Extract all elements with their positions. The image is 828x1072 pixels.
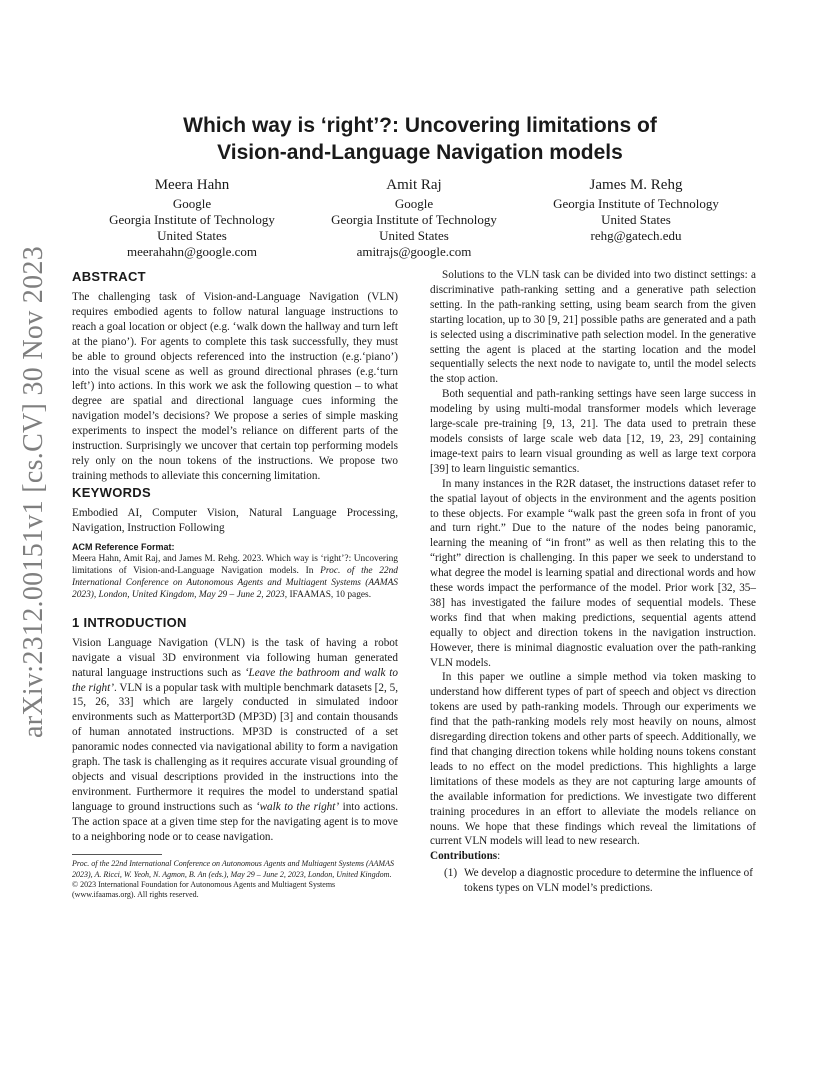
body-paragraph-4: In this paper we outline a simple method via token masking to understand how different types of part of speech and object vs direction tokens are used by path-ranking models. Through our experiments we find that the path-ranking models rely most heavily on nouns, almost disregarding direction tokens and other parts of speech. Additionally, we find that changing direction tokens while holding nouns tokens constant leads to no effect on the model predictions. This highlights a large limitations of these models as they are not capturing large amounts of the available information for predictions. We investigate two different training procedures in an effort to alleviate the models reliance on nouns. We hope that these findings which reveal the limitations of current VLN models will lead to new research.: [430, 671, 756, 848]
acm-reference-heading: ACM Reference Format:: [72, 541, 175, 552]
contributions-label: Contributions: [430, 850, 498, 863]
keywords-text: Embodied AI, Computer Vision, Natural Language Processing, Navigation, Instruction Following: [72, 506, 398, 534]
author-name: James M. Rehg: [589, 177, 683, 193]
author-email: amitrajs@google.com: [356, 244, 472, 259]
intro-quote-2: ‘walk to the right’: [255, 800, 340, 813]
author-affiliation: Google: [172, 196, 212, 211]
contributions-colon: :: [497, 850, 501, 863]
copyright-footnote: [72, 859, 398, 900]
left-column: [72, 268, 398, 900]
contribution-item: [444, 866, 756, 896]
author-name: Meera Hahn: [154, 177, 230, 193]
author-affiliation: Google: [394, 196, 434, 211]
right-column: [430, 268, 756, 896]
author-name: Amit Raj: [386, 177, 442, 193]
author-country: United States: [379, 228, 449, 243]
author-block-2: [294, 176, 534, 260]
abstract-text: The challenging task of Vision-and-Language Navigation (VLN) requires embodied agents to follow natural language instructions to reach a goal location or object (e.g. ‘walk down the hallway and turn left at the piano’). For agents to complete this task successfully, they must be able to ground objects referenced into the instruction (e.g.‘piano’) into the visual scene as well as ground directional phrases (e.g.‘turn left’) into actions. In this work we ask the following question – to what degree are spatial and directional language cues informing the navigation model’s decisions? We propose a series of simple masking experiments to inspect the model’s reliance on different parts of the instruction. Surprisingly we uncover that certain top performing models rely only on the noun tokens of the instructions. We propose two training methods to alleviate this concerning limitation.: [72, 291, 398, 482]
intro-text-c: into actions. The action space at a given time step for the navigating agent is to move to a neighboring node or to cease navigation.: [72, 800, 398, 843]
author-country: United States: [157, 228, 227, 243]
author-affiliation: Georgia Institute of Technology: [553, 196, 719, 211]
author-block-1: [72, 176, 312, 260]
author-block-3: [516, 176, 756, 244]
title-line-2: Vision-and-Language Navigation models: [217, 141, 623, 164]
paper-title: [120, 112, 720, 166]
author-affiliation: Georgia Institute of Technology: [109, 212, 275, 227]
acm-reference-tail: , IFAAMAS, 10 pages.: [284, 590, 372, 601]
intro-quote-1: ‘Leave the bathroom and walk to the right’: [72, 666, 398, 694]
author-email: rehg@gatech.edu: [590, 228, 682, 243]
footnote-copyright: . © 2023 International Foundation for Autonomous Agents and Multiagent Systems (www.ifaamas.org). All rights reserved.: [72, 869, 392, 900]
body-paragraph-1: Solutions to the VLN task can be divided into two distinct settings: a discriminative path-ranking setting and a generative path selection setting. In the path-ranking setting, using beam search from the given starting location, up to 30 [9, 21] possible paths are generated and a path is selected using a discriminative path selection model. In the generative setting the agent is placed at the starting location and the model sequentially selects the next node to navigate to, until the model selects the stop action.: [430, 269, 756, 386]
author-affiliation: Georgia Institute of Technology: [331, 212, 497, 227]
author-country: United States: [601, 212, 671, 227]
body-paragraph-2: Both sequential and path-ranking settings have seen large success in modeling by using multi-modal transformer models which leverage large-scale pre-training [9, 13, 21]. The data used to pretrain these models consists of large scale web data [12, 19, 23, 29] containing image-text pairs to learn visual grounding as well as large text corpora [39] to learn linguistic semantics.: [430, 388, 756, 475]
footnote-divider: [72, 854, 162, 855]
acm-reference-text: [72, 553, 398, 602]
introduction-paragraph: [72, 636, 398, 845]
acm-reference-plain: Meera Hahn, Amit Raj, and James M. Rehg. 2023. Which way is ‘right’?: Uncovering limitations of Vision-and-Language Navigation models. In: [72, 553, 398, 576]
introduction-heading: 1 INTRODUCTION: [72, 614, 187, 630]
intro-text-a: Vision Language Navigation (VLN) is the task of having a robot navigate a visual 3D environment via following human generated natural language instructions such as: [72, 636, 398, 679]
author-email: meerahahn@google.com: [126, 244, 257, 259]
abstract-heading: ABSTRACT: [72, 269, 146, 284]
arxiv-identifier: [16, 245, 52, 739]
footnote-venue: Proc. of the 22nd International Conference on Autonomous Agents and Multiagent Systems (AAMAS 2023), A. Ricci, W. Yeoh, N. Agmon, B. An (eds.), May 29 – June 2, 2023, London, United Kingdom: [72, 859, 394, 879]
arxiv-identifier-text: arXiv:2312.00151v1 [cs.CV] 30 Nov 2023: [18, 245, 49, 739]
contribution-text: We develop a diagnostic procedure to determine the influence of tokens types on VLN model’s predictions.: [464, 867, 753, 895]
keywords-heading: KEYWORDS: [72, 484, 151, 500]
contribution-number: (1): [444, 867, 458, 880]
intro-text-b: . VLN is a popular task with multiple benchmark datasets [2, 5, 15, 26, 33] which are largely conducted in simulated indoor environments such as Matterport3D (MP3D) [3] and contain thousands of human annotated instructions. MP3D is constructed of a set panoramic nodes connected via navigational ability to form a navigation graph. The task is challenging as it requires accurate visual grounding of objects and visual descriptions provided in the instructions into the environment. Furthermore it requires the model to understand spatial language to ground instructions such as: [72, 681, 399, 813]
acm-reference-venue: Proc. of the 22nd International Conference on Autonomous Agents and Multiagent Systems (AAMAS 2023), London, United Kingdom, May 29 – June 2, 2023: [72, 565, 398, 601]
title-line-1: Which way is ‘right’?: Uncovering limitations of: [183, 114, 657, 137]
body-paragraph-3: In many instances in the R2R dataset, the instructions dataset refer to the spatial layout of objects in the environment and the agents position to these objects. For example “walk past the green sofa in front of you and turn right.” Due to the nature of the nodes being panoramic, learning the meaning of “in front” as well as then relating this to the “right” direction is challenging. In this paper we seek to understand to what degree the model is learning spatial and directional words and how these words impact the performance of the model. Prior work [32, 35–38] has investigated the failure modes of sequential models. These works find that when making predictions, sequential agents attend equally to object and direction tokens in the navigation instruction. However, there is minimal diagnostic evaluation over the path-ranking VLN models.: [430, 477, 756, 669]
contributions-heading: [430, 849, 756, 864]
